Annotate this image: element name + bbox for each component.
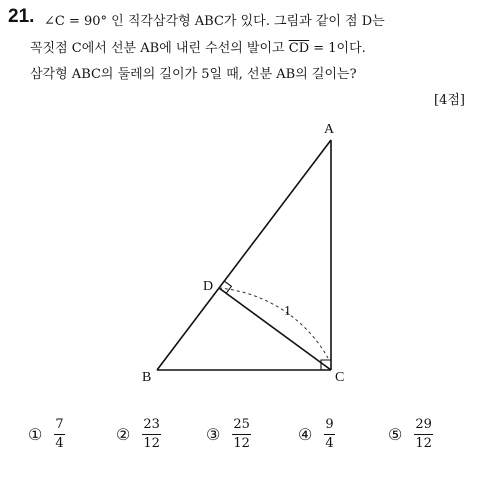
- problem-line-2-start: 꼭짓점 C에서 선분 AB에 내린 수선의 발이고: [30, 41, 289, 56]
- choice-denominator: 4: [55, 436, 64, 451]
- choice-numerator: 25: [233, 417, 250, 432]
- choice-numerator: 23: [143, 417, 160, 432]
- dashed-arc: [219, 288, 328, 358]
- choice-1[interactable]: [28, 418, 65, 451]
- choice-5[interactable]: [388, 418, 433, 451]
- choice-4[interactable]: [298, 418, 335, 451]
- choice-numerator: 9: [325, 417, 334, 432]
- choice-fraction: [414, 418, 433, 451]
- segment-cd-overline: $\overline{CD}$: [288, 41, 310, 56]
- choice-fraction: [142, 418, 161, 451]
- choice-2[interactable]: [116, 418, 161, 451]
- choice-marker: ③: [206, 425, 221, 444]
- question-number: 21.: [8, 6, 35, 27]
- problem-line-3: 삼각형 ABC의 둘레의 길이가 5일 때, 선분 AB의 길이는?: [30, 67, 357, 82]
- choice-numerator: 29: [415, 417, 432, 432]
- label-d: D: [203, 279, 214, 294]
- choice-fraction: [54, 418, 64, 451]
- choice-denominator: 4: [325, 436, 334, 451]
- choice-numerator: 7: [55, 417, 64, 432]
- side-ab: [157, 140, 331, 370]
- choice-marker: ④: [298, 425, 313, 444]
- right-angle-mark-d: [224, 281, 231, 293]
- choice-denominator: 12: [143, 436, 160, 451]
- segment-cd: [219, 288, 331, 370]
- label-a: A: [324, 122, 335, 137]
- answer-choices: [0, 418, 479, 468]
- problem-line-1: ∠C = 90° 인 직각삼각형 ABC가 있다. 그림과 같이 점 D는: [44, 14, 385, 29]
- label-c: C: [335, 370, 345, 385]
- label-cd-length: 1: [284, 304, 291, 319]
- choice-3[interactable]: [206, 418, 251, 451]
- choice-fraction: [232, 418, 251, 451]
- choice-denominator: 12: [233, 436, 250, 451]
- points-label: [4점]: [434, 93, 465, 108]
- label-b: B: [142, 370, 152, 385]
- choice-marker: ②: [116, 425, 131, 444]
- choice-fraction: [324, 418, 334, 451]
- choice-marker: ①: [28, 425, 43, 444]
- choice-denominator: 12: [415, 436, 432, 451]
- problem-line-2-end: = 1이다.: [309, 41, 366, 56]
- choice-marker: ⑤: [388, 425, 403, 444]
